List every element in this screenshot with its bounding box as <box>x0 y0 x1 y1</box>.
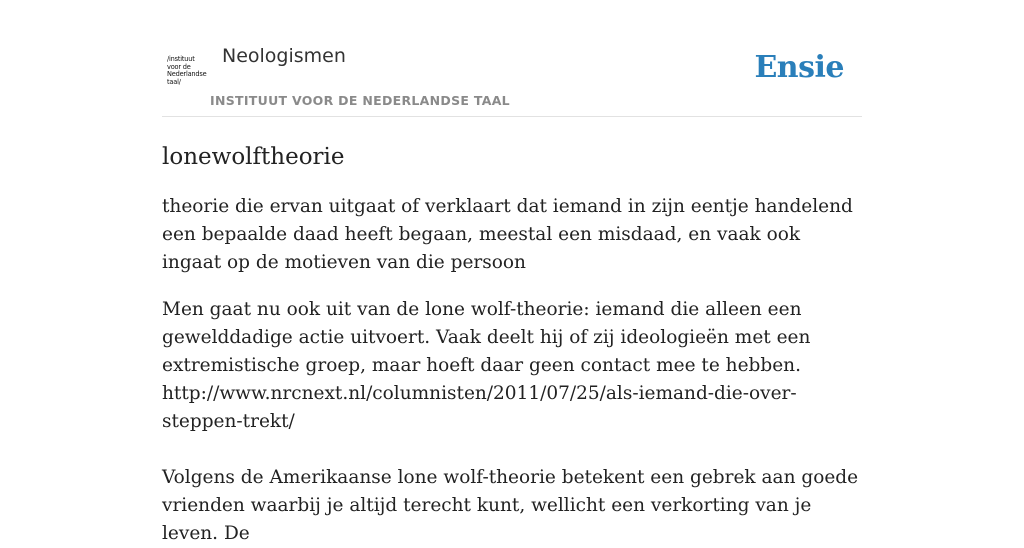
quote-1-source-link[interactable]: http://www.nrcnext.nl/columnisten/2011/07/25/als-iemand-die-over-steppen-trekt/ <box>162 383 797 432</box>
logo-line-2: voor de <box>167 62 191 71</box>
entry-quote-1 <box>162 296 862 436</box>
entry-quote-2: Volgens de Amerikaanse lone wolf-theorie betekent een gebrek aan goede vrienden waarbij je altijd terecht kunt, wellicht een verkorting van je leven. De <box>162 467 859 544</box>
institute-logo[interactable] <box>167 56 207 86</box>
entry-title: lonewolftheorie <box>162 144 345 170</box>
ensie-brand-link[interactable]: Ensie <box>754 50 844 85</box>
quote-1-text: Men gaat nu ook uit van de lone wolf-theorie: iemand die alleen een gewelddadige actie uitvoert. Vaak deelt hij of zij ideologieën met een extremistische groep, maar hoeft daar geen contact mee te hebben. <box>162 299 811 376</box>
logo-line-4: taal/ <box>167 77 181 86</box>
entry-definition: theorie die ervan uitgaat of verklaart dat iemand in zijn eentje handelend een bepaalde daad heeft begaan, meestal een misdaad, en vaak ook ingaat op de motieven van die persoon <box>162 196 853 273</box>
site-title[interactable]: Neologismen <box>222 45 346 67</box>
site-subtitle: INSTITUUT VOOR DE NEDERLANDSE TAAL <box>210 93 510 108</box>
logo-line-3: Nederlandse <box>167 70 207 79</box>
page-container <box>162 0 862 548</box>
site-header <box>162 0 862 117</box>
logo-line-1: /instituut <box>167 55 195 63</box>
